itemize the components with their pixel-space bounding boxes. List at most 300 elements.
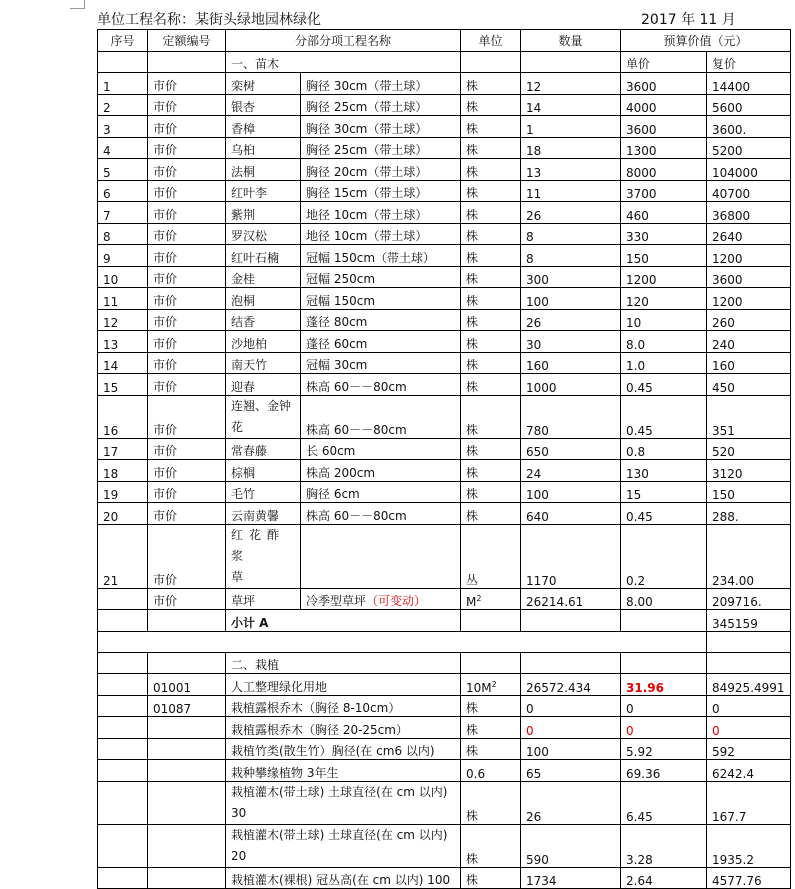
seq-cell: 16 (98, 395, 148, 438)
code-cell: 市价 (148, 180, 226, 202)
unit-price-cell: 0.45 (621, 374, 707, 396)
work-item-cell (226, 824, 461, 867)
seq-cell: 13 (98, 331, 148, 353)
plant-name-cell: 紫荆 (226, 202, 301, 224)
spec-cell: 地径 10cm（带土球） (301, 202, 461, 224)
spec-cell: 长 60cm (301, 438, 461, 460)
name-line-1: 栽植灌木(带土球) 土球直径(在 cm 以内) (231, 827, 448, 842)
unit-price-cell: 31.96 (621, 674, 707, 696)
seq-cell: 4 (98, 137, 148, 159)
unit-cell: 株 (461, 374, 521, 396)
total-cell: 36800 (707, 202, 791, 224)
qty-cell: 0 (521, 695, 621, 717)
unit-exponent: 2 (491, 679, 497, 689)
spec-main: 冷季型草坪 (306, 594, 367, 608)
spec-cell: 株高 60－－80cm (301, 374, 461, 396)
table-row (98, 331, 791, 353)
plant-name-cell (226, 524, 301, 588)
plant-name-cell: 泡桐 (226, 288, 301, 310)
qty-cell: 100 (521, 481, 621, 503)
unit-price-cell: 0.2 (621, 524, 707, 588)
code-cell: 市价 (148, 374, 226, 396)
seq-cell: 8 (98, 223, 148, 245)
table-cell (461, 610, 521, 632)
work-item-cell: 栽植露根乔木（胸径 20-25cm） (226, 717, 461, 739)
seq-cell: 1 (98, 73, 148, 95)
seq-cell: 10 (98, 266, 148, 288)
code-cell: 01001 (148, 674, 226, 696)
table-row (98, 266, 791, 288)
code-cell: 市价 (148, 202, 226, 224)
spec-cell: 胸径 15cm（带土球） (301, 180, 461, 202)
qty-cell: 65 (521, 760, 621, 782)
subtotal-label: 小计 A (226, 610, 461, 632)
table-cell (98, 781, 148, 824)
col-unit-price: 单价 (621, 51, 707, 73)
unit-cell: 株 (461, 695, 521, 717)
table-row (98, 202, 791, 224)
plant-name-cell: 红叶李 (226, 180, 301, 202)
table-row (98, 460, 791, 482)
code-cell: 市价 (148, 288, 226, 310)
unit-cell: 株 (461, 717, 521, 739)
spec-cell: 胸径 30cm（带土球） (301, 73, 461, 95)
unit-cell: 株 (461, 137, 521, 159)
qty-cell: 13 (521, 159, 621, 181)
table-row (98, 159, 791, 181)
work-item-cell (226, 781, 461, 824)
unit-cell: 株 (461, 73, 521, 95)
table-row (98, 610, 791, 632)
qty-cell: 30 (521, 331, 621, 353)
spec-cell: 蓬径 60cm (301, 331, 461, 353)
subtotal-value: 345159 (707, 610, 791, 632)
qty-cell: 650 (521, 438, 621, 460)
document-header (97, 7, 795, 29)
qty-cell: 26214.61 (521, 588, 621, 610)
total-cell: 351 (707, 395, 791, 438)
code-cell (148, 717, 226, 739)
seq-cell: 20 (98, 503, 148, 525)
table-cell (148, 652, 226, 674)
table-cell (98, 824, 148, 867)
unit-price-cell: 5.92 (621, 738, 707, 760)
table-row (98, 588, 791, 610)
total-cell: 40700 (707, 180, 791, 202)
seq-cell: 19 (98, 481, 148, 503)
table-cell (98, 610, 148, 632)
unit-price-cell: 8.00 (621, 588, 707, 610)
unit-cell (461, 588, 521, 610)
name-line-1: 红花酢浆 (231, 527, 286, 563)
seq-cell (98, 588, 148, 610)
unit-price-cell: 6.45 (621, 781, 707, 824)
unit-price-cell: 8000 (621, 159, 707, 181)
table-row (98, 116, 791, 138)
plant-name-cell: 法桐 (226, 159, 301, 181)
plant-name-cell: 银杏 (226, 94, 301, 116)
total-cell: 150 (707, 481, 791, 503)
unit-cell: 株 (461, 180, 521, 202)
section-title: 二、栽植 (226, 652, 461, 674)
unit-cell: 株 (461, 94, 521, 116)
total-cell: 592 (707, 738, 791, 760)
col-budget: 预算价值（元） (621, 30, 791, 52)
unit-cell: 株 (461, 352, 521, 374)
total-cell: 1200 (707, 245, 791, 267)
unit-cell (461, 674, 521, 696)
col-total: 复价 (707, 51, 791, 73)
spec-cell: 株高 60－－80cm (301, 395, 461, 438)
table-row (98, 503, 791, 525)
unit-price-cell: 150 (621, 245, 707, 267)
seq-cell: 9 (98, 245, 148, 267)
code-cell: 市价 (148, 245, 226, 267)
table-row (98, 223, 791, 245)
qty-cell: 26572.434 (521, 674, 621, 696)
seq-cell: 2 (98, 94, 148, 116)
table-row (98, 395, 791, 438)
qty-cell: 8 (521, 223, 621, 245)
qty-cell: 780 (521, 395, 621, 438)
plant-name-cell: 结香 (226, 309, 301, 331)
unit-cell: 株 (461, 288, 521, 310)
total-cell: 84925.4991 (707, 674, 791, 696)
work-item-cell: 人工整理绿化用地 (226, 674, 461, 696)
unit-cell: 株 (461, 309, 521, 331)
qty-cell: 590 (521, 824, 621, 867)
code-cell: 市价 (148, 159, 226, 181)
table-row (98, 760, 791, 782)
unit-base: M (466, 595, 477, 609)
total-cell: 0 (707, 717, 791, 739)
unit-price-cell: 0.8 (621, 438, 707, 460)
code-cell: 市价 (148, 588, 226, 610)
spec-cell: 胸径 20cm（带土球） (301, 159, 461, 181)
seq-cell: 14 (98, 352, 148, 374)
code-cell: 市价 (148, 503, 226, 525)
code-cell: 市价 (148, 438, 226, 460)
document-date: 2017 年 11 月 (641, 12, 736, 28)
table-cell (621, 652, 707, 674)
unit-cell: 株 (461, 266, 521, 288)
code-cell: 市价 (148, 137, 226, 159)
col-qty: 数量 (521, 30, 621, 52)
total-cell: 288. (707, 503, 791, 525)
qty-cell: 11 (521, 180, 621, 202)
spec-cell: 冠幅 30cm (301, 352, 461, 374)
qty-cell: 160 (521, 352, 621, 374)
unit-price-cell: 3700 (621, 180, 707, 202)
spec-cell: 胸径 6cm (301, 481, 461, 503)
work-item-cell: 栽植露根乔木（胸径 8-10cm） (226, 695, 461, 717)
total-cell: 520 (707, 438, 791, 460)
qty-cell: 100 (521, 738, 621, 760)
unit-price-cell: 10 (621, 309, 707, 331)
unit-price-cell: 8.0 (621, 331, 707, 353)
budget-table (97, 29, 791, 889)
table-cell (707, 652, 791, 674)
plant-name-cell: 香樟 (226, 116, 301, 138)
unit-price-cell: 2.64 (621, 867, 707, 889)
seq-cell: 12 (98, 309, 148, 331)
plant-name-cell: 南天竹 (226, 352, 301, 374)
total-cell: 4577.76 (707, 867, 791, 889)
unit-price-cell: 1.0 (621, 352, 707, 374)
qty-cell: 640 (521, 503, 621, 525)
total-cell: 14400 (707, 73, 791, 95)
page-corner-mark (70, 0, 85, 9)
section-title: 一、苗木 (226, 51, 461, 73)
table-row (98, 738, 791, 760)
seq-cell (98, 738, 148, 760)
table-cell (621, 610, 707, 632)
unit-exponent: 2 (476, 594, 482, 603)
code-cell: 市价 (148, 481, 226, 503)
code-cell: 市价 (148, 266, 226, 288)
code-cell: 市价 (148, 352, 226, 374)
total-cell: 3600 (707, 266, 791, 288)
spacer-cell (98, 631, 707, 652)
table-row (98, 180, 791, 202)
unit-cell: 株 (461, 331, 521, 353)
col-unit: 单位 (461, 30, 521, 52)
unit-price-cell: 3600 (621, 73, 707, 95)
total-cell: 5600 (707, 94, 791, 116)
unit-cell: 0.6 (461, 760, 521, 782)
code-cell: 市价 (148, 460, 226, 482)
qty-cell: 1170 (521, 524, 621, 588)
spec-cell: 冠幅 150cm (301, 288, 461, 310)
code-cell: 市价 (148, 223, 226, 245)
spec-cell: 胸径 30cm（带土球） (301, 116, 461, 138)
plant-name-cell: 云南黄馨 (226, 503, 301, 525)
table-row (98, 695, 791, 717)
seq-cell (98, 674, 148, 696)
unit-cell: 株 (461, 460, 521, 482)
section-row (98, 51, 791, 73)
plant-name-cell: 草坪 (226, 588, 301, 610)
table-row (98, 288, 791, 310)
unit-price-cell: 69.36 (621, 760, 707, 782)
code-cell: 市价 (148, 331, 226, 353)
plant-name-cell: 红叶石楠 (226, 245, 301, 267)
plant-name-cell: 迎春 (226, 374, 301, 396)
unit-cell: 株 (461, 245, 521, 267)
unit-price-cell: 1200 (621, 266, 707, 288)
table-row (98, 438, 791, 460)
qty-cell: 26 (521, 309, 621, 331)
qty-cell: 14 (521, 94, 621, 116)
spacer-cell (707, 631, 791, 652)
total-cell: 260 (707, 309, 791, 331)
spec-cell: 蓬径 80cm (301, 309, 461, 331)
unit-price-cell: 0.45 (621, 503, 707, 525)
table-row (98, 631, 791, 652)
spec-note: （可变动） (366, 594, 427, 608)
code-cell (148, 760, 226, 782)
total-cell: 1200 (707, 288, 791, 310)
name-line-1: 连翘、金钟 (231, 398, 292, 413)
spec-cell: 冠幅 150cm（带土球） (301, 245, 461, 267)
unit-price-cell: 0 (621, 695, 707, 717)
table-row (98, 652, 791, 674)
work-item-cell: 栽植灌木(裸根) 冠丛高(在 cm 以内) 100 (226, 867, 461, 889)
seq-cell (98, 760, 148, 782)
seq-cell (98, 695, 148, 717)
code-cell: 市价 (148, 73, 226, 95)
total-cell: 3600. (707, 116, 791, 138)
qty-cell: 8 (521, 245, 621, 267)
unit-price-cell: 1300 (621, 137, 707, 159)
total-cell: 104000 (707, 159, 791, 181)
col-name: 分部分项工程名称 (226, 30, 461, 52)
total-cell: 6242.4 (707, 760, 791, 782)
plant-name-cell: 毛竹 (226, 481, 301, 503)
total-cell: 160 (707, 352, 791, 374)
qty-cell: 26 (521, 202, 621, 224)
qty-cell: 100 (521, 288, 621, 310)
unit-cell: 株 (461, 116, 521, 138)
plant-name-cell: 栾树 (226, 73, 301, 95)
seq-cell (98, 717, 148, 739)
name-line-1: 栽植灌木(带土球) 土球直径(在 cm 以内) (231, 784, 448, 799)
name-line-2: 花 (231, 419, 244, 434)
name-line-2: 20 (231, 848, 247, 863)
table-cell (148, 824, 226, 867)
plant-name-cell: 棕榈 (226, 460, 301, 482)
table-row (98, 73, 791, 95)
total-cell: 234.00 (707, 524, 791, 588)
unit-cell: 株 (461, 202, 521, 224)
seq-cell: 6 (98, 180, 148, 202)
unit-cell: 丛 (461, 524, 521, 588)
work-item-cell: 栽植竹类(散生竹）胸径(在 cm6 以内) (226, 738, 461, 760)
seq-cell: 21 (98, 524, 148, 588)
table-row (98, 245, 791, 267)
qty-cell: 26 (521, 781, 621, 824)
qty-cell: 1000 (521, 374, 621, 396)
seq-cell: 18 (98, 460, 148, 482)
unit-price-cell: 460 (621, 202, 707, 224)
seq-cell: 11 (98, 288, 148, 310)
table-row (98, 352, 791, 374)
code-cell: 市价 (148, 309, 226, 331)
name-line-2: 草 (231, 569, 244, 584)
table-body (98, 51, 791, 889)
work-item-cell: 栽种攀缘植物 3年生 (226, 760, 461, 782)
table-row (98, 309, 791, 331)
total-cell: 5200 (707, 137, 791, 159)
table-row (98, 867, 791, 889)
seq-cell: 15 (98, 374, 148, 396)
col-seq: 序号 (98, 30, 148, 52)
plant-name-cell: 金桂 (226, 266, 301, 288)
table-cell (148, 610, 226, 632)
total-cell: 0 (707, 695, 791, 717)
table-header (98, 30, 791, 52)
unit-price-cell: 120 (621, 288, 707, 310)
total-cell: 167.7 (707, 781, 791, 824)
total-cell: 209716. (707, 588, 791, 610)
qty-cell: 24 (521, 460, 621, 482)
code-cell: 市价 (148, 116, 226, 138)
unit-cell: 株 (461, 481, 521, 503)
table-cell (148, 781, 226, 824)
unit-cell: 株 (461, 824, 521, 867)
spec-cell (301, 524, 461, 588)
qty-cell: 1734 (521, 867, 621, 889)
plant-name-cell (226, 395, 301, 438)
code-cell: 市价 (148, 395, 226, 438)
unit-price-cell: 0.45 (621, 395, 707, 438)
project-title: 单位工程名称：某街头绿地园林绿化 (97, 12, 321, 28)
seq-cell: 17 (98, 438, 148, 460)
table-row (98, 137, 791, 159)
unit-cell: 株 (461, 738, 521, 760)
table-row (98, 717, 791, 739)
unit-price-cell: 130 (621, 460, 707, 482)
unit-cell: 株 (461, 867, 521, 889)
table-row (98, 781, 791, 824)
total-cell: 2640 (707, 223, 791, 245)
spec-cell: 胸径 25cm（带土球） (301, 94, 461, 116)
unit-cell: 株 (461, 438, 521, 460)
total-cell: 3120 (707, 460, 791, 482)
seq-cell: 3 (98, 116, 148, 138)
qty-cell: 0 (521, 717, 621, 739)
total-cell: 1935.2 (707, 824, 791, 867)
unit-cell: 株 (461, 503, 521, 525)
table-cell (461, 652, 521, 674)
spec-cell: 地径 10cm（带土球） (301, 223, 461, 245)
plant-name-cell: 罗汉松 (226, 223, 301, 245)
qty-cell: 12 (521, 73, 621, 95)
plant-name-cell: 乌桕 (226, 137, 301, 159)
unit-cell: 株 (461, 159, 521, 181)
qty-cell: 1 (521, 116, 621, 138)
table-cell (521, 610, 621, 632)
unit-cell: 株 (461, 223, 521, 245)
table-row (98, 524, 791, 588)
name-line-2: 30 (231, 805, 247, 820)
spec-cell: 株高 60－－80cm (301, 503, 461, 525)
unit-price-cell: 15 (621, 481, 707, 503)
table-cell (98, 867, 148, 889)
table-row (98, 374, 791, 396)
code-cell: 市价 (148, 94, 226, 116)
plant-name-cell: 沙地柏 (226, 331, 301, 353)
code-cell: 01087 (148, 695, 226, 717)
seq-cell: 5 (98, 159, 148, 181)
unit-price-cell: 3.28 (621, 824, 707, 867)
unit-price-cell: 3600 (621, 116, 707, 138)
spec-cell: 胸径 25cm（带土球） (301, 137, 461, 159)
code-cell: 市价 (148, 524, 226, 588)
table-cell (98, 652, 148, 674)
unit-cell: 株 (461, 395, 521, 438)
seq-cell: 7 (98, 202, 148, 224)
spec-cell (301, 588, 461, 610)
total-cell: 240 (707, 331, 791, 353)
unit-price-cell: 0 (621, 717, 707, 739)
table-row (98, 481, 791, 503)
spec-cell: 株高 200cm (301, 460, 461, 482)
plant-name-cell: 常春藤 (226, 438, 301, 460)
qty-cell: 300 (521, 266, 621, 288)
unit-price-cell: 330 (621, 223, 707, 245)
col-code: 定额编号 (148, 30, 226, 52)
